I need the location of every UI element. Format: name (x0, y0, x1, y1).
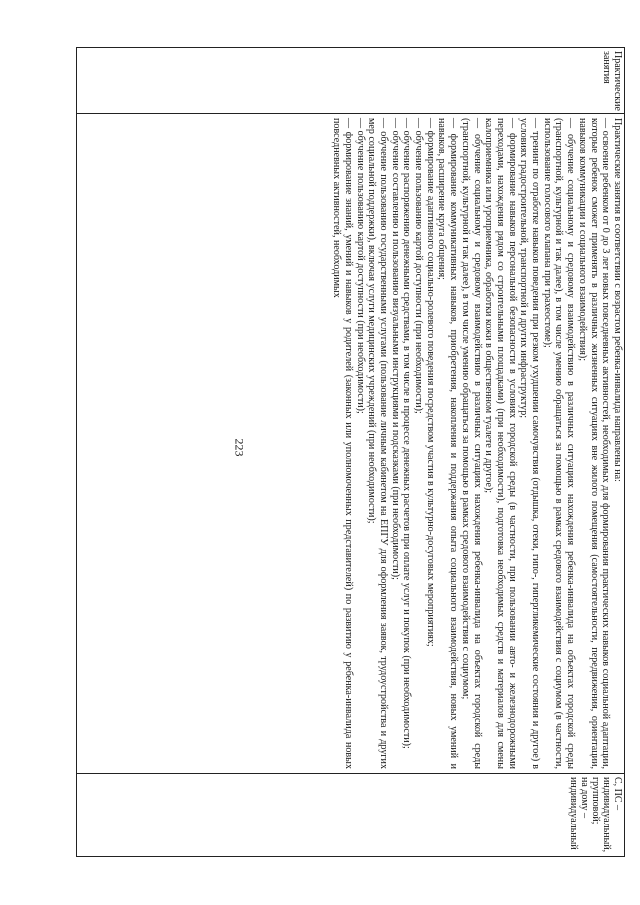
activity-type-cell (77, 48, 624, 114)
content-item: — формирование навыков персональной безопасности в условиях городской среды (в частности, при пользовании авто- и железнодорожными переходами, нахождения рядом со строительными площадками) (при необходимости), подготовка необходимых средств и материалов для смены калоприемника или уроприемника, обработки кожи в общественном туалете и другое); (483, 118, 518, 769)
service-form-line: на дому – (579, 777, 590, 819)
content-item: — формирование коммуникативных навыков, приобретения, накопления и поддержания опыта социального взаимодействия, новых умений и навыков, расширение круга общения; (436, 118, 460, 769)
content-item: — обучение составлению и пользованию визуальными инструкциями и подсказками (при необходимости); (389, 118, 401, 580)
content-item: — обучение пользованию государственными услугами (пользование личным кабинетом на ЕПГУ для оформления заявок, трудоустройства и других мер социальной поддержки), включая услуги медицинских учреждений (при необходимости); (366, 118, 389, 769)
activity-type-label: Практические занятия (601, 51, 623, 111)
service-form-line: индивидуальный (568, 777, 579, 850)
service-form-line: С, ПС – (612, 777, 623, 811)
content-item: — обучение пользованию картой доступности (при необходимости); (413, 118, 425, 414)
content-item: — формирование адаптивного социально-ролевого поведения посредством участия в культурно-досуговых мероприятиях; (424, 118, 436, 647)
content-item: — освоение ребенком от 0 до 3 лет новых повседневных активностей, необходимых для формирования практических навыков социальной адаптации, которые ребенок сможет применять в различных жизненных ситуациях вне жилого помещения (самостоятельности, передвижения, ориентации, навыков коммуникации и социального взаимодействия); (576, 118, 612, 769)
activity-content-cell (77, 114, 624, 774)
service-form-cell (77, 774, 624, 856)
page-number: 223 (232, 438, 247, 457)
rehab-table (76, 47, 625, 857)
content-item: — обучение социальному и средовому взаимодействию в различных ситуациях нахождения ребенка-инвалида на объектах городской среды (транспортной, культурной и так далее), в том числе умению обращаться за помощью в рамках средового взаимодействия с социумом (в частности, использование голосового клапана при трахеостоме); (541, 118, 577, 769)
content-item: — обучение социальному и средовому взаимодействию в различных ситуациях нахождения ребенка-инвалида на объектах городской среды (транспортной, культурной и так далее), в том числе умению обращаться за помощью в рамках средового взаимодействия с социумом; (459, 118, 483, 769)
content-intro: Практические занятия в соответствии с возрастом ребенка-инвалида направлены на: (612, 118, 623, 482)
content-item: — обучение распоряжению денежными средствами, в том числе в процессе денежных расчетов при оплате услуг и покупок (при необходимости); (401, 118, 413, 749)
content-item: — обучение пользованию картой доступности (при необходимости); (354, 118, 366, 414)
content-item: — формирование знаний, умений и навыков у родителей (законных или уполномоченных представителей) по развитию у ребенка-инвалида новых повседневных активностей, необходимых (331, 118, 354, 769)
service-form-line: групповой; (590, 777, 601, 825)
document-page (76, 47, 625, 857)
content-item: — тренинг по отработке навыков поведения при резком ухудшении самочувствия (отдышка, отеки, гипо-, гипергликемические состояния и другое) в условиях градостроительной, транспортной и других инфраструктур; (518, 118, 542, 769)
service-form-line: индивидуальный, (601, 777, 612, 853)
